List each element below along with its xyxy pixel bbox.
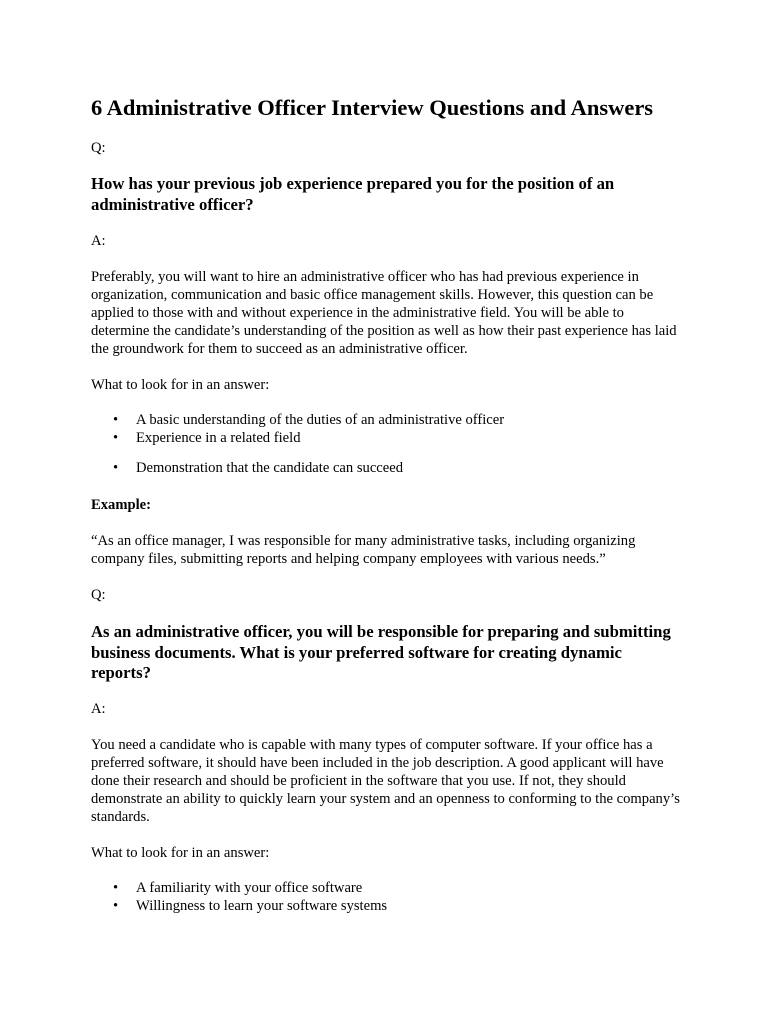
look-for-label: What to look for in an answer: [91, 377, 270, 393]
answer-label: A: [91, 233, 106, 249]
answer-paragraph: You need a candidate who is capable with many types of computer software. If your office has a preferred software, it should have been included in the job description. A good applicant will have done their research and should be proficient in the software that you use. If not, they should demonstrate an ability to quickly learn your system and an openness to conforming to the company’s standards. [91, 737, 680, 825]
example-label: Example: [91, 497, 151, 513]
example-quote: “As an office manager, I was responsible for many administrative tasks, including organizing company files, submitting reports and helping company employees with various needs.” [91, 533, 636, 567]
question-label: Q: [91, 140, 106, 156]
question-label: Q: [91, 587, 106, 603]
question-heading: As an administrative officer, you will be responsible for preparing and submitting business documents. What is your preferred software for creating dynamic reports? [91, 622, 671, 682]
list-item: • Demonstration that the candidate can succeed [91, 459, 681, 477]
list-item: • Experience in a related field [91, 429, 681, 447]
look-for-list [91, 879, 681, 915]
document-title: 6 Administrative Officer Interview Questions and Answers [91, 95, 654, 120]
look-for-list [91, 411, 681, 477]
answer-label: A: [91, 701, 106, 717]
question-heading: How has your previous job experience prepared you for the position of an administrative officer? [91, 174, 615, 214]
look-for-label: What to look for in an answer: [91, 845, 270, 861]
answer-paragraph: Preferably, you will want to hire an administrative officer who has had previous experience in organization, communication and basic office management skills. However, this question can be applied to those with and without experience in the administrative field. You will be able to determine the candidate’s understanding of the position as well as how their past experience has laid the groundwork for them to succeed as an administrative officer. [91, 269, 677, 357]
list-item: • A familiarity with your office software [91, 879, 681, 897]
list-item: • Willingness to learn your software systems [91, 897, 681, 915]
list-item: • A basic understanding of the duties of an administrative officer [91, 411, 681, 429]
